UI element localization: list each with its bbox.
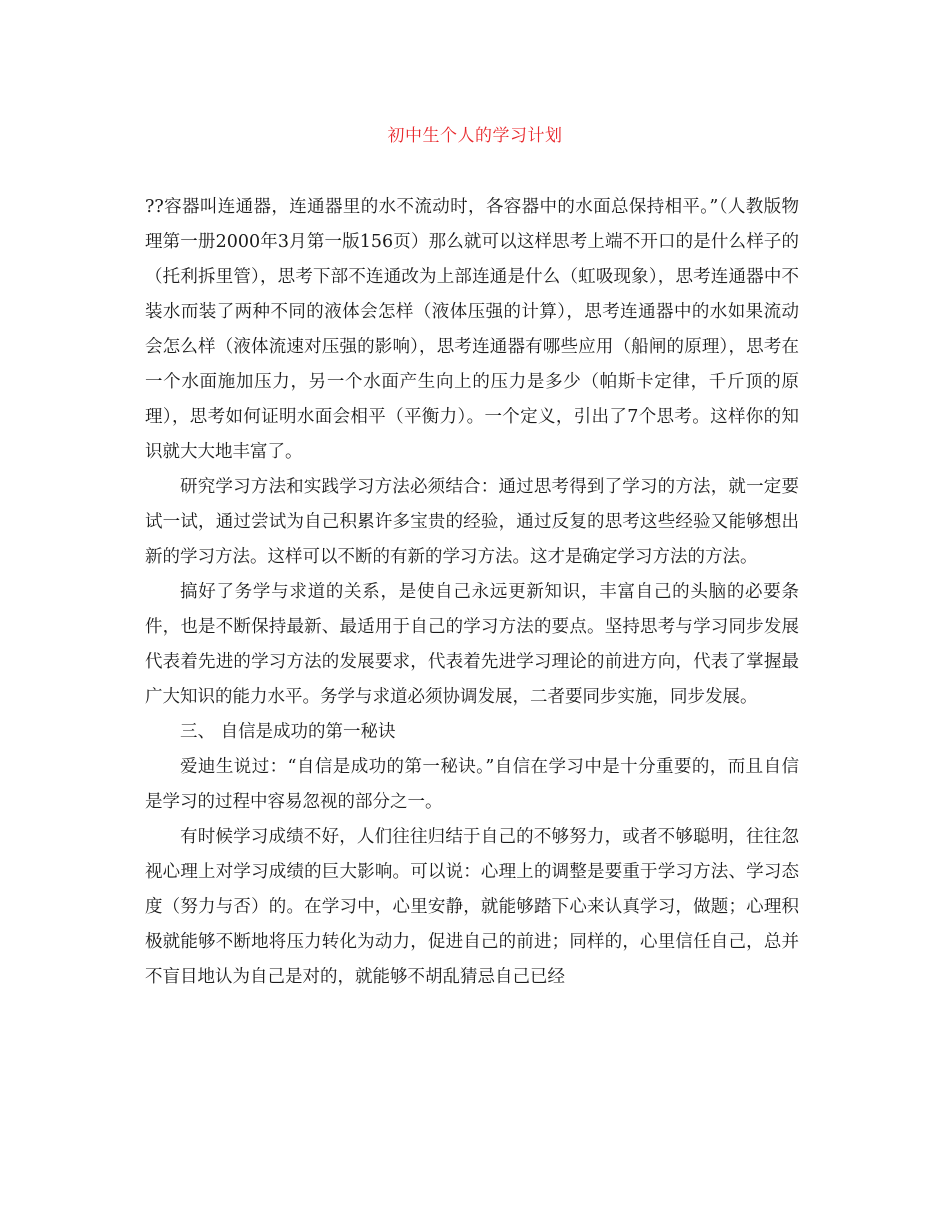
document-body: [145, 190, 799, 995]
paragraph-continuation: ??容器叫连通器，连通器里的水不流动时，各容器中的水面总保持相平。”（人教版物理第一册2000年3月第一版156页）那么就可以这样思考上端不开口的是什么样子的（托利拆里管），思考下部不连通改为上部连通是什么（虹吸现象），思考连通器中不装水而装了两种不同的液体会怎样（液体压强的计算），思考连通器中的水如果流动会怎么样（液体流速对压强的影响），思考连通器有哪些应用（船闸的原理），思考在一个水面施加压力，另一个水面产生向上的压力是多少（帕斯卡定律，千斤顶的原理），思考如何证明水面会相平（平衡力）。一个定义，引出了7个思考。这样你的知识就大大地丰富了。: [145, 197, 799, 462]
paragraph-learning-and-thinking: 搞好了务学与求道的关系，是使自己永远更新知识，丰富自己的头脑的必要条件，也是不断保持最新、最适用于自己的学习方法的要点。坚持思考与学习同步发展代表着先进的学习方法的发展要求，代表着先进学习理论的前进方向，代表了掌握最广大知识的能力水平。务学与求道必须协调发展，二者要同步实施，同步发展。: [145, 582, 799, 707]
paragraph-psychology: 有时候学习成绩不好，人们往往归结于自己的不够努力，或者不够聪明，往往忽视心理上对学习成绩的巨大影响。可以说：心理上的调整是要重于学习方法、学习态度（努力与否）的。在学习中，心里安静，就能够踏下心来认真学习，做题；心理积极就能够不断地将压力转化为动力，促进自己的前进；同样的，心里信任自己，总并不盲目地认为自己是对的，就能够不胡乱猜忌自己已经: [145, 827, 799, 987]
paragraph-study-method: 研究学习方法和实践学习方法必须结合：通过思考得到了学习的方法，就一定要试一试，通过尝试为自己积累许多宝贵的经验，通过反复的思考这些经验又能够想出新的学习方法。这样可以不断的有新的学习方法。这才是确定学习方法的方法。: [145, 477, 799, 567]
section-heading-confidence: 三、 自信是成功的第一秘诀: [180, 722, 396, 742]
paragraph-edison-quote: 爱迪生说过：“自信是成功的第一秘诀。”自信在学习中是十分重要的，而且自信是学习的过程中容易忽视的部分之一。: [145, 757, 799, 812]
document-title: 初中生个人的学习计划: [387, 126, 563, 146]
